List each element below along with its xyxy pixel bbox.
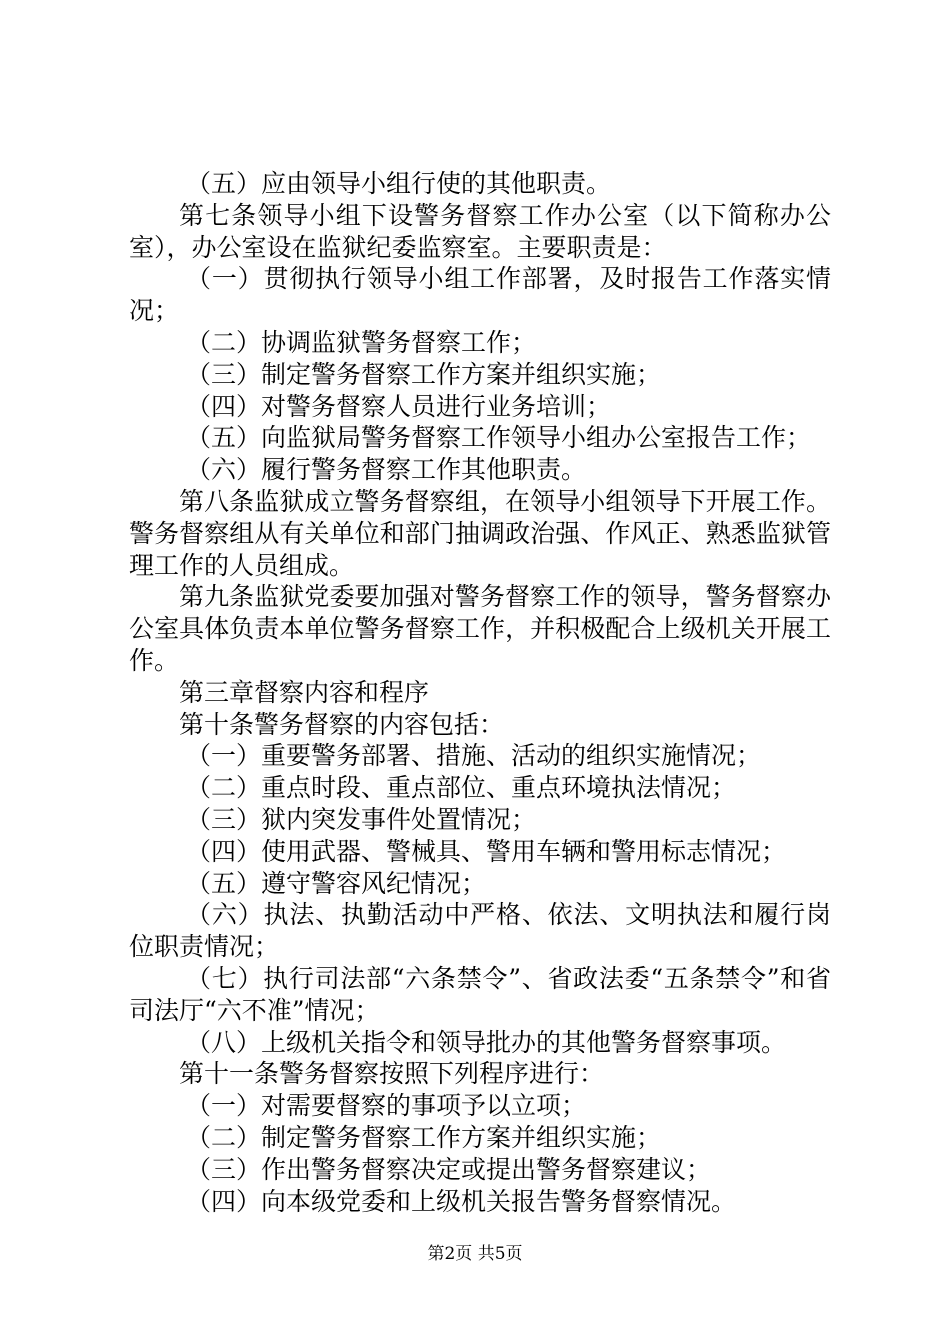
paragraph: （五）遵守警容风纪情况；: [186, 868, 487, 898]
paragraph: 第十条警务督察的内容包括：: [179, 709, 505, 739]
paragraph: （二）协调监狱警务督察工作；: [186, 327, 537, 357]
paragraph: 第三章督察内容和程序: [179, 677, 430, 707]
paragraph: （一）贯彻执行领导小组工作部署，及时报告工作落实情况；: [129, 264, 831, 326]
document-body: [129, 168, 831, 1217]
paragraph: （二）制定警务督察工作方案并组织实施；: [186, 1122, 662, 1152]
paragraph: （三）作出警务督察决定或提出警务督察建议；: [186, 1154, 712, 1184]
page-footer: [0, 1244, 950, 1264]
paragraph: （七）执行司法部“六条禁令”、省政法委“五条禁令”和省司法厅“六不准”情况；: [129, 963, 831, 1025]
paragraph: （二）重点时段、重点部位、重点环境执法情况；: [186, 773, 737, 803]
paragraph: （六）履行警务督察工作其他职责。: [186, 455, 587, 485]
paragraph: （三）狱内突发事件处置情况；: [186, 804, 537, 834]
paragraph: 第八条监狱成立警务督察组，在领导小组领导下开展工作。警务督察组从有关单位和部门抽调政治强、作风正、熟悉监狱管理工作的人员组成。: [129, 486, 831, 580]
paragraph: （三）制定警务督察工作方案并组织实施；: [186, 359, 662, 389]
paragraph: （四）对警务督察人员进行业务培训；: [186, 391, 612, 421]
paragraph: （六）执法、执勤活动中严格、依法、文明执法和履行岗位职责情况；: [129, 900, 831, 962]
paragraph: （一）对需要督察的事项予以立项；: [186, 1091, 587, 1121]
paragraph: （四）向本级党委和上级机关报告警务督察情况。: [186, 1186, 737, 1216]
paragraph: 第七条领导小组下设警务督察工作办公室（以下简称办公室），办公室设在监狱纪委监察室。主要职责是：: [129, 200, 831, 262]
paragraph: （四）使用武器、警械具、警用车辆和警用标志情况；: [186, 836, 787, 866]
paragraph: （五）向监狱局警务督察工作领导小组办公室报告工作；: [186, 423, 812, 453]
paragraph: （八）上级机关指令和领导批办的其他警务督察事项。: [186, 1027, 787, 1057]
paragraph: （五）应由领导小组行使的其他职责。: [186, 169, 612, 198]
paragraph: （一）重要警务部署、措施、活动的组织实施情况；: [186, 741, 762, 771]
page-number: 第2页 共5页: [427, 1244, 523, 1264]
paragraph: 第十一条警务督察按照下列程序进行：: [179, 1059, 605, 1089]
paragraph: 第九条监狱党委要加强对警务督察工作的领导，警务督察办公室具体负责本单位警务督察工作，并积极配合上级机关开展工作。: [129, 582, 831, 675]
